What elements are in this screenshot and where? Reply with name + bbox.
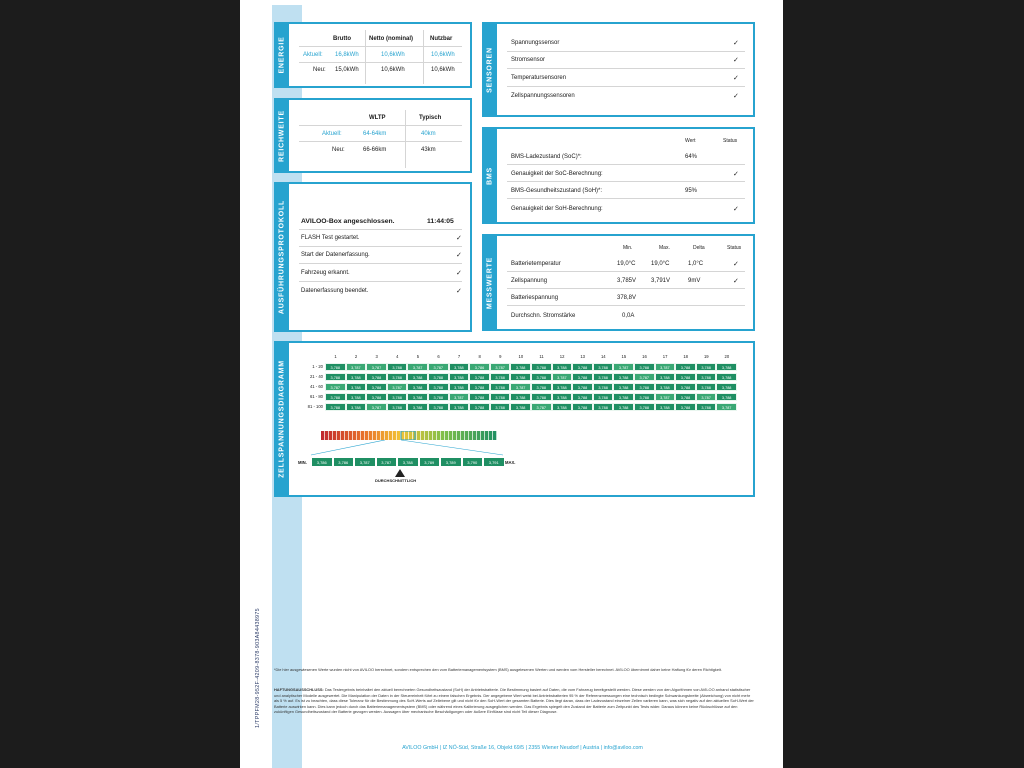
min-label: MIN.: [298, 460, 307, 465]
row-label: 61 - 80: [309, 394, 323, 399]
messwerte-card: [482, 234, 755, 331]
column-number: 5: [416, 354, 420, 359]
cell-voltage: 3,788: [387, 363, 408, 371]
bms-header-status: Status: [723, 138, 738, 144]
energie-tab: ENERGIE: [274, 22, 289, 88]
avg-label: DURCHSCHNITTLICH: [375, 478, 417, 483]
cell-voltage: 3,788: [593, 393, 614, 401]
cell-voltage: 3,788: [552, 403, 573, 411]
cell-voltage: 3,788: [531, 373, 552, 381]
protokoll-item: Fahrzeug erkannt.: [301, 270, 350, 276]
messwerte-header-min: Min.: [623, 245, 633, 251]
cell-voltage: 3,788: [490, 373, 511, 381]
bms-header-wert: Wert: [685, 138, 696, 144]
cell-voltage: 3,788: [407, 373, 428, 381]
cell-voltage: 3,788: [510, 363, 531, 371]
cell-voltage: 3,788: [387, 393, 408, 401]
cell-voltage: 3,788: [572, 393, 593, 401]
footer-address: AVILOO GmbH | IZ NÖ-Süd, Straße 16, Objekt 69/5 | 2355 Wiener Neudorf | Austria | info@aviloo.com: [402, 745, 643, 751]
cell-voltage: 3,788: [407, 403, 428, 411]
cell-voltage: 3,788: [346, 383, 367, 391]
messwerte-cell: 1,0°C: [688, 261, 704, 267]
energie-cell: 15,0kWh: [335, 67, 359, 73]
cell-voltage: 3,788: [716, 383, 737, 391]
cell-voltage: 3,788: [675, 403, 696, 411]
cell-voltage: 3,788: [366, 383, 387, 391]
cell-voltage: 3,788: [346, 403, 367, 411]
cell-voltage: 3,788: [449, 403, 470, 411]
cell-voltage: 3,788: [634, 363, 655, 371]
cell-voltage: 3,788: [490, 383, 511, 391]
cell-voltage: 3,788: [510, 373, 531, 381]
avg-cell-voltage: 3,786: [311, 457, 333, 467]
avg-cell-voltage: 3,787: [376, 457, 398, 467]
messwerte-header-max: Max.: [659, 245, 670, 251]
messwerte-cell: 3,791V: [651, 278, 671, 284]
cell-voltage: 3,788: [552, 383, 573, 391]
cell-voltage: 3,787: [366, 363, 387, 371]
column-number: 15: [621, 354, 627, 359]
cell-voltage: 3,788: [634, 393, 655, 401]
sensoren-card: [482, 22, 755, 117]
column-number: 10: [518, 354, 524, 359]
cell-voltage: 3,788: [696, 373, 717, 381]
zellspannung-card: [274, 341, 755, 497]
cell-voltage: 3,787: [552, 373, 573, 381]
cell-voltage: 3,788: [469, 393, 490, 401]
cell-voltage: 3,788: [387, 403, 408, 411]
cell-voltage: 3,788: [449, 373, 470, 381]
energie-row-label: Neu:: [313, 67, 326, 73]
cell-voltage: 3,788: [593, 383, 614, 391]
cell-voltage: 3,787: [428, 363, 449, 371]
cell-voltage: 3,788: [325, 363, 346, 371]
disclaimer-title: HAFTUNGSAUSSCHLUSS:: [274, 687, 324, 692]
check-icon: ✓: [456, 235, 462, 242]
messwerte-cell: 19,0°C: [617, 261, 636, 267]
protokoll-tab: AUSFÜHRUNGSPROTOKOLL: [274, 182, 289, 332]
protokoll-heading: AVILOO-Box angeschlossen.: [301, 218, 395, 225]
column-number: 2: [354, 354, 358, 359]
cell-voltage: 3,788: [675, 383, 696, 391]
messwerte-row-label: Durchschn. Stromstärke: [511, 313, 576, 319]
column-number: 14: [600, 354, 606, 359]
cell-voltage: 3,788: [428, 373, 449, 381]
reichweite-header-typisch: Typisch: [419, 115, 442, 121]
cell-voltage: 3,788: [675, 373, 696, 381]
protokoll-time: 11:44:05: [427, 218, 454, 225]
messwerte-row-label: Batterietemperatur: [511, 261, 561, 267]
cell-voltage: 3,787: [490, 363, 511, 371]
protokoll-item: Datenerfassung beendet.: [301, 288, 369, 294]
energie-header-brutto: Brutto: [333, 36, 351, 42]
check-icon: ✓: [733, 171, 739, 178]
cell-voltage: 3,788: [552, 363, 573, 371]
row-label: 41 - 60: [309, 384, 323, 389]
messwerte-cell: 19,0°C: [651, 261, 670, 267]
avg-cell-voltage: 3,787: [354, 457, 376, 467]
energie-cell: 10,6kWh: [431, 52, 455, 58]
messwerte-cell: 0,0A: [622, 313, 635, 319]
cell-voltage: 3,787: [325, 383, 346, 391]
column-number: 20: [724, 354, 730, 359]
sensor-item: Stromsensor: [511, 57, 546, 63]
max-label: MAX.: [505, 460, 516, 465]
cell-voltage: 3,788: [428, 403, 449, 411]
cell-voltage: 3,788: [655, 373, 676, 381]
reichweite-row-label: Aktuell:: [322, 131, 342, 137]
cell-voltage: 3,788: [593, 363, 614, 371]
document-id: 1/TPPFM28-952F-4209-8378-903A84438975: [255, 608, 261, 728]
sensoren-tab: SENSOREN: [482, 22, 497, 117]
check-icon: ✓: [733, 93, 739, 100]
column-number: 17: [662, 354, 668, 359]
cell-voltage: 3,787: [449, 393, 470, 401]
report-page: [240, 0, 783, 768]
energie-cell: 10,6kWh: [381, 52, 405, 58]
cell-voltage: 3,788: [366, 373, 387, 381]
cell-voltage: 3,788: [531, 383, 552, 391]
cell-voltage: 3,788: [572, 363, 593, 371]
cell-voltage: 3,788: [428, 383, 449, 391]
cell-voltage: 3,788: [613, 393, 634, 401]
avg-cell-voltage: 3,788: [397, 457, 419, 467]
column-number: 18: [683, 354, 689, 359]
reichweite-cell: 66-66km: [363, 147, 387, 153]
cell-voltage: 3,788: [490, 403, 511, 411]
footnote: *Die hier ausgewiesenen Werte wurden nicht von AVILOO berechnet, sondern entsprechen den vom Batteriemanagementsystem (BMS) ausgelesenen Werten und werden vom Hersteller berechnet. AVILOO übernimmt daher keine Haftung für deren Richtigkeit.: [274, 667, 723, 672]
sensor-item: Temperatursensoren: [511, 75, 567, 81]
cell-voltage: 3,788: [387, 373, 408, 381]
cell-voltage: 3,788: [572, 373, 593, 381]
energie-row-label: Aktuell:: [303, 52, 323, 58]
cell-voltage: 3,788: [593, 373, 614, 381]
cell-voltage: 3,788: [346, 393, 367, 401]
cell-voltage: 3,788: [675, 393, 696, 401]
column-number: 3: [375, 354, 378, 359]
cell-voltage: 3,788: [552, 393, 573, 401]
cell-voltage: 3,787: [696, 393, 717, 401]
cell-voltage: 3,787: [407, 363, 428, 371]
energie-header-netto: Netto (nominal): [369, 36, 413, 42]
messwerte-header-status: Status: [727, 245, 742, 251]
cell-voltage: 3,788: [407, 383, 428, 391]
cell-voltage: 3,787: [531, 403, 552, 411]
energie-cell: 16,8kWh: [335, 52, 359, 58]
column-number: 7: [457, 354, 461, 359]
cell-voltage: 3,787: [613, 363, 634, 371]
bms-row-value: 64%: [685, 154, 698, 160]
bms-row-label: BMS-Gesundheitszustand (SoH)*:: [511, 188, 603, 194]
cell-voltage: 3,787: [510, 383, 531, 391]
cell-voltage: 3,787: [655, 393, 676, 401]
cell-voltage: 3,788: [449, 363, 470, 371]
bms-row-label: Genauigkeit der SoH-Berechnung:: [511, 206, 603, 212]
cell-voltage: 3,788: [716, 393, 737, 401]
column-number: 1: [334, 354, 337, 359]
cell-voltage: 3,788: [634, 403, 655, 411]
avg-cell-voltage: 3,791: [483, 457, 505, 467]
cell-voltage: 3,788: [572, 383, 593, 391]
sensor-item: Spannungssensor: [511, 40, 560, 46]
bms-row-label: BMS-Ladezustand (SoC)*:: [511, 154, 582, 160]
cell-voltage: 3,787: [716, 403, 737, 411]
avg-cell-voltage: 3,789: [440, 457, 462, 467]
cell-voltage: 3,788: [696, 363, 717, 371]
cell-voltage: 3,788: [675, 363, 696, 371]
protokoll-item: Start der Datenerfassung.: [301, 252, 370, 258]
reichweite-cell: 43km: [421, 147, 436, 153]
column-number: 11: [539, 354, 544, 359]
avg-cell-voltage: 3,789: [419, 457, 441, 467]
cell-voltage: 3,788: [572, 403, 593, 411]
cell-voltage: 3,787: [366, 403, 387, 411]
column-number: 13: [580, 354, 586, 359]
check-icon: ✓: [456, 270, 462, 277]
reichweite-row-label: Neu:: [332, 147, 345, 153]
messwerte-cell: 3,785V: [617, 278, 637, 284]
cell-voltage: 3,788: [655, 383, 676, 391]
disclaimer: [274, 687, 755, 715]
cell-voltage: 3,788: [490, 393, 511, 401]
zoom-lines: [307, 439, 507, 457]
check-icon: ✓: [733, 40, 739, 47]
check-icon: ✓: [456, 252, 462, 259]
check-icon: ✓: [733, 75, 739, 82]
column-number: 8: [478, 354, 481, 359]
messwerte-cell: 9mV: [688, 278, 701, 284]
column-number: 9: [499, 354, 502, 359]
cell-voltage: 3,787: [387, 383, 408, 391]
cell-voltage: 3,788: [531, 363, 552, 371]
check-icon: ✓: [733, 261, 739, 268]
cell-voltage: 3,788: [716, 373, 737, 381]
cell-voltage: 3,788: [531, 393, 552, 401]
energie-card: [274, 22, 472, 88]
row-label: 21 - 40: [309, 374, 323, 379]
cell-voltage: 3,788: [613, 383, 634, 391]
energie-header-nutzbar: Nutzbar: [430, 36, 453, 42]
cell-voltage: 3,786: [469, 363, 490, 371]
cell-voltage: 3,788: [613, 373, 634, 381]
column-number: 16: [642, 354, 647, 359]
triangle-marker-icon: [395, 469, 405, 477]
cell-voltage: 3,788: [366, 393, 387, 401]
avg-cell-voltage: 3,790: [462, 457, 484, 467]
messwerte-tab: MESSWERTE: [482, 234, 497, 331]
reichweite-header-wltp: WLTP: [369, 115, 386, 121]
energie-cell: 10,6kWh: [381, 67, 405, 73]
sensor-item: Zellspannungssensoren: [511, 93, 575, 99]
cell-voltage: 3,788: [469, 403, 490, 411]
cell-voltage: 3,788: [613, 403, 634, 411]
reichweite-tab: REICHWEITE: [274, 98, 289, 173]
row-label: 1 - 20: [312, 364, 323, 369]
column-number: 4: [396, 354, 399, 359]
cell-voltage: 3,788: [655, 403, 676, 411]
cell-voltage: 3,788: [634, 383, 655, 391]
cell-voltage: 3,788: [716, 363, 737, 371]
cell-voltage: 3,788: [510, 403, 531, 411]
zellspannung-tab: ZELLSPANNUNGSDIAGRAMM: [274, 341, 289, 497]
cell-voltage: 3,788: [696, 403, 717, 411]
protokoll-item: FLASH Test gestartet.: [301, 235, 360, 241]
cell-voltage: 3,787: [634, 373, 655, 381]
cell-voltage: 3,787: [655, 363, 676, 371]
check-icon: ✓: [733, 206, 739, 213]
messwerte-cell: 378,8V: [617, 295, 637, 301]
cell-voltage: 3,788: [325, 373, 346, 381]
cell-voltage: 3,788: [449, 383, 470, 391]
bms-tab: BMS: [482, 127, 497, 224]
bms-card: [482, 127, 755, 224]
messwerte-row-label: Batteriespannung: [511, 295, 559, 301]
energie-cell: 10,6kWh: [431, 67, 455, 73]
cell-voltage: 3,788: [696, 383, 717, 391]
bms-row-value: 95%: [685, 188, 698, 194]
protokoll-card: [274, 182, 472, 332]
column-number: 6: [437, 354, 440, 359]
messwerte-row-label: Zellspannung: [511, 278, 548, 284]
reichweite-card: [274, 98, 472, 173]
cell-voltage: 3,788: [346, 373, 367, 381]
bms-row-label: Genauigkeit der SoC-Berechnung:: [511, 171, 603, 177]
row-label: 81 - 100: [307, 404, 323, 409]
cell-voltage: 3,788: [469, 373, 490, 381]
check-icon: ✓: [733, 57, 739, 64]
disclaimer-text: Das Testergebnis beinhaltet den aktuell berechneten Gesundheitszustand (SoH) der Antriebsbatterie. Die Bestimmung basiert auf Daten, die vom Fahrzeug bereitgestellt werden. Diese werden von den Algorithmen von AVILOO anhand statistischer und analytischer Modelle ausgewertet. Die Manipulation der Daten in der Steuereinheit führt zu einem falschen Ergebnis. Der angegebene Wert weist bei Antriebsbatterien 95 % der Referenzmessungen eine technisch bedingte Schwankungsbreite (Abweichung) von nicht mehr als 5 % auf. Es ist zu beachten, dass diese Toleranz für die Bestimmung des SoH-Werts auf Zellebene gilt und nicht für den SoH-Wert der gesamten Batterie. Dies liegt daran, dass der Ladezustand einzelner Zellen variieren kann, was sich negativ auf den aktuellen SoH-Wert der Batterie auswirken kann. Dies kann jedoch durch das Batteriemanagementsystem (BMS) oder während eines Kalibrierung ausgeglichen werden. Das Ergebnis spiegelt den Zustand der Batterie zum Zeitpunkt des Tests wider. Daraus können keine Rückschlüsse auf den zukünftigen Gesundheitszustand der Batterie gezogen werden. Aussagen über mechanische Beschädigungen oder äußere Einflüsse sind nicht Teil dieser Diagnose.: [274, 687, 754, 715]
cell-voltage: 3,787: [346, 363, 367, 371]
column-number: 19: [703, 354, 709, 359]
cell-voltage: 3,788: [469, 383, 490, 391]
check-icon: ✓: [733, 278, 739, 285]
column-number: 12: [559, 354, 565, 359]
check-icon: ✓: [456, 288, 462, 295]
cell-voltage: 3,788: [593, 403, 614, 411]
avg-cell-voltage: 3,786: [333, 457, 355, 467]
reichweite-cell: 64-64km: [363, 131, 387, 137]
cell-voltage: 3,788: [325, 403, 346, 411]
reichweite-cell: 40km: [421, 131, 436, 137]
cell-voltage: 3,788: [325, 393, 346, 401]
messwerte-header-delta: Delta: [693, 245, 705, 251]
cell-voltage: 3,788: [510, 393, 531, 401]
cell-voltage: 3,788: [428, 393, 449, 401]
cell-voltage: 3,788: [407, 393, 428, 401]
